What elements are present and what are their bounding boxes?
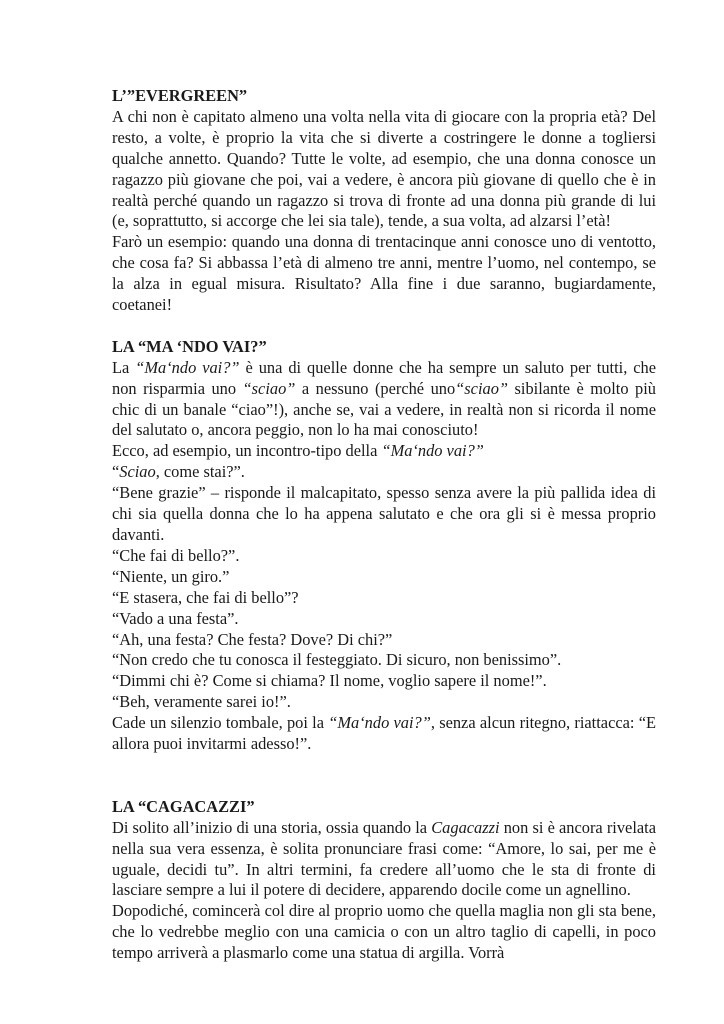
dialogue-line: “Niente, un giro.” (112, 566, 230, 586)
dialogue-line: “Beh, veramente sarei io!”. (112, 692, 291, 712)
section-spacer (112, 316, 656, 337)
section-spacer (112, 755, 656, 797)
dialogue-line: “Dimmi chi è? Come si chiama? Il nome, voglio sapere il nome!”. (112, 671, 547, 691)
dialogue-line: “Vado a una festa”. (112, 608, 239, 628)
dialogue-line: “Sciao, come stai?”. (112, 462, 245, 482)
section-title-evergreen: L’”EVERGREEN” (112, 86, 248, 105)
dialogue-line: “Che fai di bello?”. (112, 545, 240, 565)
cagacazzi-paragraph-2: Dopodiché, comincerà col dire al proprio uomo che quella maglia non gli sta bene, che lo vedrebbe meglio con una camicia o con un altro taglio di capelli, in poco tempo arriverà a plasmarlo come una statua di argilla. Vorrà (112, 901, 656, 963)
dialogue-line: “E stasera, che fai di bello”? (112, 587, 299, 607)
evergreen-paragraph-2: Farò un esempio: quando una donna di trentacinque anni conosce uno di ventotto, che cosa fa? Si abbassa l’età di almeno tre anni, mentre l’uomo, nel contempo, se la alza in egual misura. Risultato? Alla fine i due saranno, bugiardamente, coetanei! (112, 232, 656, 315)
document-page (112, 86, 656, 964)
evergreen-paragraph-1: A chi non è capitato almeno una volta nella vita di giocare con la propria età? Del resto, a volte, è proprio la vita che si diverte a costringere le donne a togliersi qualche annetto. Quando? Tutte le volte, ad esempio, che una donna conosce un ragazzo più giovane che poi, vai a vedere, è ancora più giovane di quello che è in realtà perché quando un ragazzo si trova di fronte ad una donna più grande di lui (e, soprattutto, si accorge che lei sia tale), tende, a sua volta, ad alzarsi l’età! (112, 106, 656, 231)
dialogue-line: “Bene grazie” – risponde il malcapitato, spesso senza avere la più pallida idea di chi sia quella donna che lo ha appena salutato e che ora gli si è messa proprio davanti. (112, 483, 656, 545)
cagacazzi-paragraph-1: Di solito all’inizio di una storia, ossia quando la Cagacazzi non si è ancora rivelata nella sua vera essenza, è solita pronunciare frasi come: “Amore, lo sai, per me è uguale, decidi tu”. In altri termini, fa credere all’uomo che le sta di fronte di lasciare sempre a lui il potere di decidere, apparendo docile come un agnellino. (112, 817, 656, 900)
section-title-cagacazzi: LA “CAGACAZZI” (112, 796, 255, 816)
dialogue-line: “Non credo che tu conosca il festeggiato. Di sicuro, non benissimo”. (112, 650, 562, 670)
section-title-ma-ndo-vai: LA “MA ‘NDO VAI?” (112, 336, 267, 356)
dialogue-line: “Ah, una festa? Che festa? Dove? Di chi?” (112, 629, 393, 649)
ma-ndo-vai-closing: Cade un silenzio tombale, poi la “Ma‘ndo vai?”, senza alcun ritegno, riattacca: “E allora puoi invitarmi adesso!”. (112, 713, 656, 754)
ma-ndo-vai-intro: La “Ma‘ndo vai?” è una di quelle donne che ha sempre un saluto per tutti, che non risparmia uno “sciao” a nessuno (perché uno“sciao” sibilante è molto più chic di un banale “ciao”!), anche se, vai a vedere, in realtà non si ricorda il nome del salutato o, ancora peggio, non lo ha mai conosciuto! (112, 357, 656, 440)
ma-ndo-vai-example-line: Ecco, ad esempio, un incontro-tipo della “Ma‘ndo vai?” (112, 441, 484, 461)
